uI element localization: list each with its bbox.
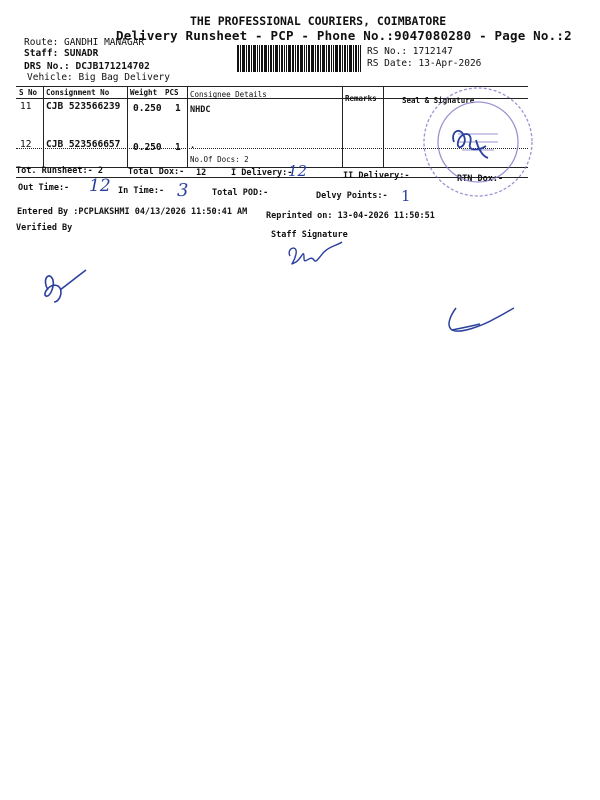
second-delivery-label: II Delivery:- [343, 171, 410, 181]
reprinted-on: Reprinted on: 13-04-2026 11:50:51 [266, 211, 435, 221]
first-delivery-label: I Delivery:- [231, 168, 293, 178]
staff-signature-icon [284, 240, 346, 274]
row-2-consignment: CJB 523566657 [46, 139, 121, 150]
row-1-sno: 11 [20, 101, 32, 112]
staff-label: Staff: SUNADR [24, 48, 99, 59]
vehicle-label: Vehicle: Big Bag Delivery [27, 72, 170, 83]
col-divider-pcs [187, 86, 188, 167]
col-header-pcs: PCS [165, 88, 179, 97]
runsheet-title: Delivery Runsheet - PCP - Phone No.:9047080280 - Page No.:2 [116, 28, 572, 43]
handwritten-first-delivery: 12 [288, 162, 308, 180]
tot-runsheet: Tot. Runsheet:- 2 [16, 166, 103, 176]
row-2-sno: 12 [20, 139, 32, 150]
col-header-seal: Seal & Signature [402, 96, 475, 105]
rtn-dox-label: RTN Dox:- [457, 174, 504, 184]
rs-date: RS Date: 13-Apr-2026 [367, 58, 482, 69]
out-time-label: Out Time:- [18, 183, 70, 193]
staff-signature-label: Staff Signature [271, 230, 348, 240]
col-divider-consignment [127, 86, 128, 167]
col-header-consignee: Consignee Details [190, 90, 267, 99]
in-time-label: In Time:- [118, 186, 165, 196]
col-header-remarks: Remarks [345, 94, 377, 103]
barcode-icon [237, 45, 361, 72]
row-1-weight: 0.250 [133, 103, 162, 114]
total-pod-label: Total POD:- [212, 188, 269, 198]
col-divider-sno [43, 86, 44, 167]
seal-signature-icon [446, 122, 496, 164]
row-2-weight: 0.250 [133, 142, 162, 153]
total-dox-label: Total Dox:- [128, 167, 185, 177]
right-signature-icon [442, 302, 516, 336]
drs-number: DRS No.: DCJB171214702 [24, 61, 150, 72]
rs-number: RS No.: 1712147 [367, 46, 453, 57]
row-2-pcs: 1 [175, 142, 181, 153]
col-header-weight: Weight [130, 88, 158, 97]
handwritten-delvy-points: 1 [401, 187, 411, 205]
route-label: Route: GANDHI MANAGAR [24, 37, 145, 48]
row-1-consignee: NHDC [190, 105, 211, 115]
entered-by: Entered By :PCPLAKSHMI 04/13/2026 11:50:41 AM [17, 207, 248, 217]
row-2-doc-count: No.Of Docs: 2 [190, 155, 249, 164]
row-1-consignment: CJB 523566239 [46, 101, 121, 112]
row-2-consignee: . [190, 141, 196, 151]
col-header-consignment: Consignment No [46, 88, 110, 97]
company-name: THE PROFESSIONAL COURIERS, COIMBATORE [190, 14, 447, 28]
delvy-points-label: Delvy Points:- [316, 191, 388, 201]
verified-by: Verified By [16, 223, 73, 233]
handwritten-out-time: 12 [89, 176, 111, 196]
col-divider-consignee [342, 86, 343, 167]
total-dox-value: 12 [196, 168, 207, 178]
row-1-pcs: 1 [175, 103, 181, 114]
handwritten-in-time: 3 [177, 180, 189, 201]
col-divider-remarks [383, 86, 384, 167]
col-header-sno: S No [19, 88, 38, 97]
verifier-signature-icon [38, 268, 90, 308]
